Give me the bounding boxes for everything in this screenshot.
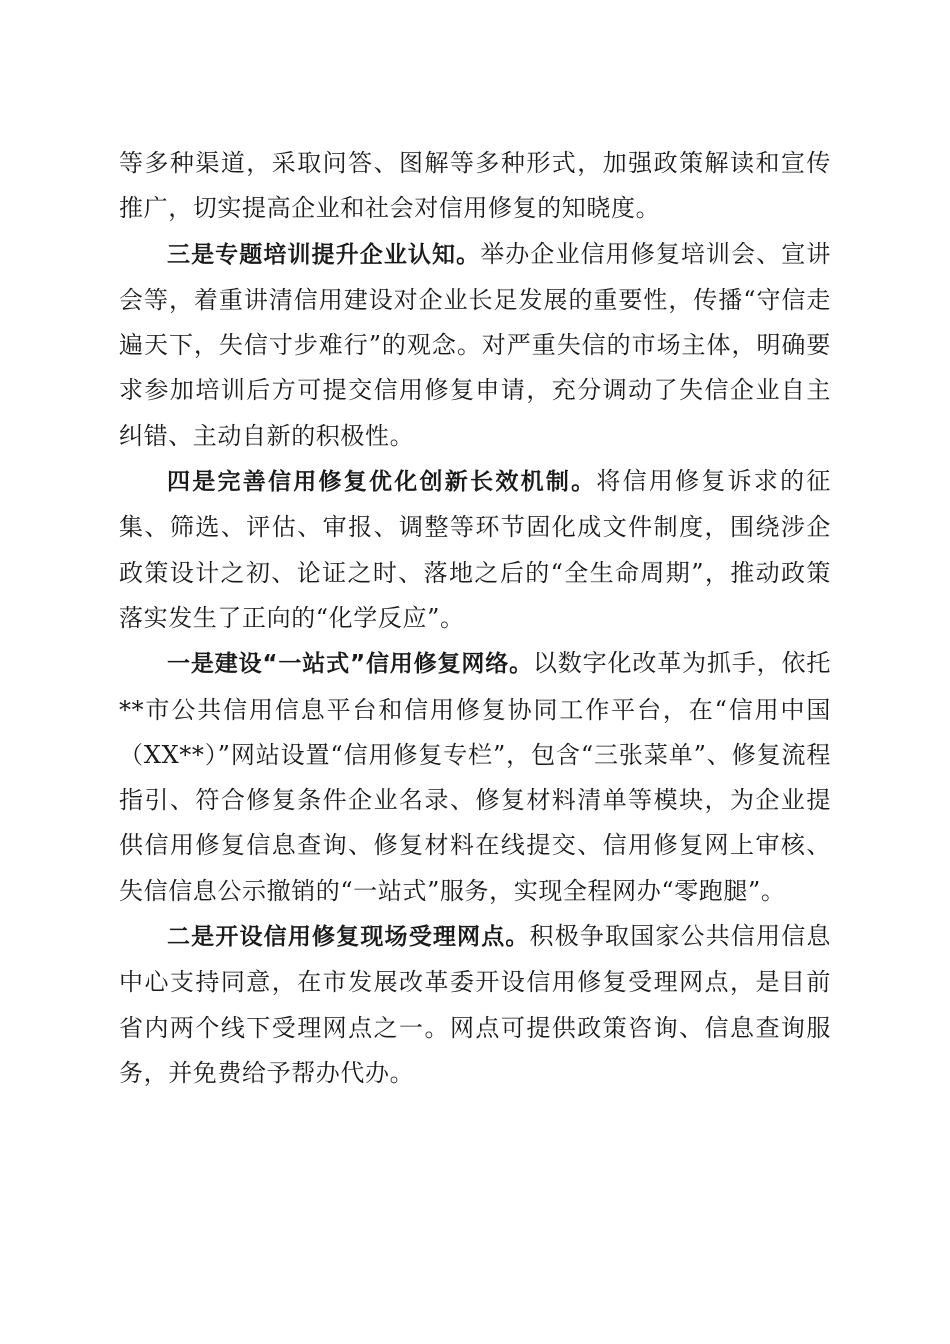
paragraph-text: 举办企业信用修复培训会、宣讲会等，着重讲清信用建设对企业长足发展的重要性，传播“守信走遍天下，失信寸步难行”的观念。对严重失信的市场主体，明确要求参加培训后方可提交信用修复申请，充分调动了失信企业自主纠错、主动自新的积极性。 [119, 239, 831, 450]
paragraph-one-stop-network [119, 641, 831, 914]
paragraph-lead: 一是建设“一站式”信用修复网络。 [167, 651, 533, 678]
paragraph-continuation [119, 141, 831, 232]
paragraph-text: 将信用修复诉求的征集、筛选、评估、审报、调整等环节固化成文件制度，围绕涉企政策设计之初、论证之时、落地之后的“全生命周期”，推动政策落实发生了正向的“化学反应”。 [119, 467, 832, 632]
document-body [119, 141, 831, 1096]
paragraph-lead: 三是专题培训提升企业认知。 [167, 241, 481, 268]
paragraph-training [119, 232, 831, 459]
paragraph-lead: 四是完善信用修复优化创新长效机制。 [167, 469, 597, 496]
paragraph-text: 积极争取国家公共信用信息中心支持同意，在市发展改革委开设信用修复受理网点，是目前省内两个线下受理网点之一。网点可提供政策咨询、信息查询服务，并免费给予帮办代办。 [119, 922, 832, 1087]
paragraph-lead: 二是开设信用修复现场受理网点。 [167, 924, 530, 951]
paragraph-text: 等多种渠道，采取问答、图解等多种形式，加强政策解读和宣传推广，切实提高企业和社会对信用修复的知晓度。 [119, 149, 831, 223]
paragraph-mechanism [119, 459, 831, 641]
paragraph-text: 以数字化改革为抓手，依托**市公共信用信息平台和信用修复协同工作平台，在“信用中国（XX**）”网站设置“信用修复专栏”，包含“三张菜单”、修复流程指引、符合修复条件企业名录、修复材料清单等模块，为企业提供信用修复信息查询、修复材料在线提交、信用修复网上审核、失信信息公示撤销的“一站式”服务，实现全程网办“零跑腿”。 [119, 649, 831, 905]
paragraph-service-point [119, 914, 831, 1096]
